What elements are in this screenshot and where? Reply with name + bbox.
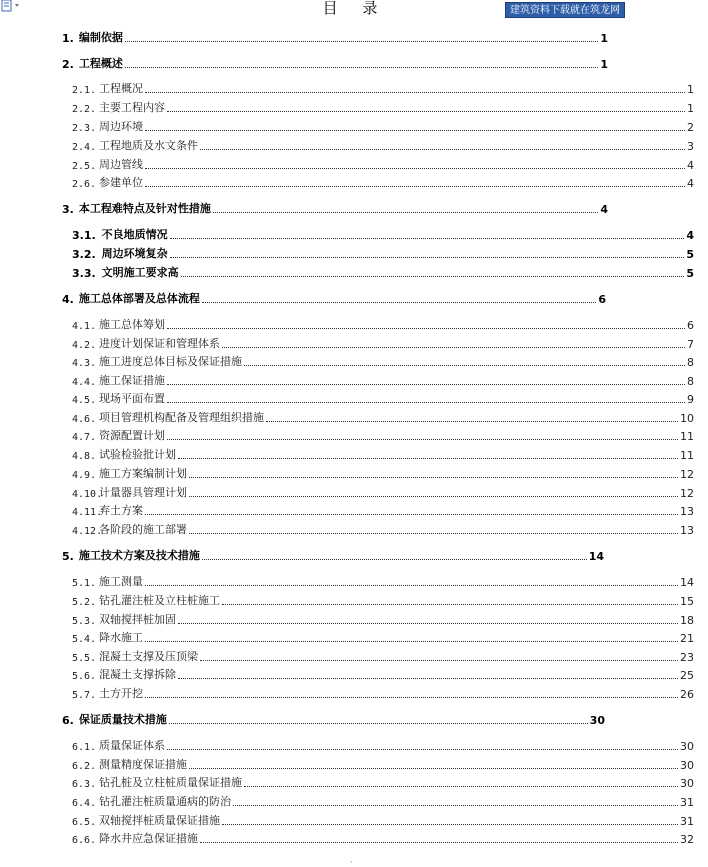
toc-entry-page: 15 [680, 595, 694, 608]
toc-entry-number: 4.1. [72, 321, 97, 332]
toc-entry-title: 保证质量技术措施 [78, 713, 167, 726]
toc-dot-leader [145, 697, 678, 698]
toc-entry-number: 4.9. [72, 470, 97, 481]
toc-entry[interactable] [72, 101, 694, 115]
toc-dot-leader [181, 276, 685, 277]
toc-entry-title: 各阶段的施工部署 [99, 523, 187, 536]
toc-entry-number: 5.2. [72, 597, 97, 608]
toc-entry-number: 2.1. [72, 85, 97, 96]
toc-entry[interactable] [72, 411, 694, 425]
toc-entry-title: 周边管线 [99, 158, 143, 171]
toc-entry-title: 双轴搅拌桩质量保证措施 [99, 814, 220, 827]
toc-entry-number: 4.12. [72, 526, 103, 537]
toc-entry[interactable] [72, 758, 694, 772]
toc-entry-number: 2.5. [72, 161, 97, 172]
toc-dot-leader [125, 67, 599, 68]
toc-entry[interactable] [72, 429, 694, 443]
toc-entry-page: 25 [680, 669, 694, 682]
toc-entry-page: 2 [687, 121, 694, 134]
toc-entry-title: 施工保证措施 [99, 374, 165, 387]
toc-entry-page: 30 [680, 777, 694, 790]
toc-entry[interactable] [72, 139, 694, 153]
toc-entry[interactable] [62, 713, 605, 727]
toc-entry-number: 6.6. [72, 835, 97, 846]
toc-entry[interactable] [72, 594, 694, 608]
toc-entry[interactable] [72, 795, 694, 809]
toc-entry-page: 4 [687, 159, 694, 172]
toc-dot-leader [145, 186, 685, 187]
toc-entry-page: 1 [600, 58, 608, 71]
toc-dot-leader [222, 347, 685, 348]
toc-entry-title: 施工技术方案及技术措施 [78, 549, 200, 562]
toc-entry-page: 31 [680, 815, 694, 828]
toc-entry[interactable] [72, 448, 694, 462]
toc-entry-title: 工程地质及水文条件 [99, 139, 198, 152]
toc-entry[interactable] [72, 814, 694, 828]
toc-entry-page: 1 [687, 102, 694, 115]
toc-entry-number: 5.1. [72, 578, 97, 589]
toc-entry-title: 现场平面布置 [99, 392, 165, 405]
toc-entry-title: 降水井应急保证措施 [99, 832, 198, 845]
toc-dot-leader [145, 168, 685, 169]
toc-entry-number: 5.6. [72, 671, 97, 682]
toc-entry-number: 5. [62, 550, 74, 563]
toc-entry-page: 30 [680, 759, 694, 772]
toc-entry-title: 参建单位 [99, 176, 143, 189]
toc-dot-leader [200, 660, 678, 661]
toc-entry-number: 4.6. [72, 414, 97, 425]
toc-dot-leader [189, 477, 678, 478]
toc-entry-number: 3. [62, 203, 74, 216]
toc-dot-leader [200, 149, 685, 150]
toc-entry-page: 13 [680, 505, 694, 518]
toc-entry-number: 5.3. [72, 616, 97, 627]
toc-entry-page: 10 [680, 412, 694, 425]
toc-entry-page: 6 [598, 293, 606, 306]
toc-entry-number: 4.4. [72, 377, 97, 388]
toc-entry[interactable] [72, 739, 694, 753]
toc-entry[interactable] [62, 202, 608, 216]
toc-entry-title: 施工总体部署及总体流程 [78, 292, 200, 305]
toc-entry-number: 4.5. [72, 395, 97, 406]
toc-entry-page: 8 [687, 356, 694, 369]
toc-entry-page: 9 [687, 393, 694, 406]
toc-entry[interactable] [72, 650, 694, 664]
toc-entry[interactable] [72, 467, 694, 481]
toc-entry-number: 1. [62, 32, 74, 45]
toc-entry-title: 不良地质情况 [101, 228, 168, 241]
toc-entry-page: 32 [680, 833, 694, 846]
toc-dot-leader [266, 421, 678, 422]
toc-entry[interactable] [72, 392, 694, 406]
toc-entry-page: 1 [600, 32, 608, 45]
toc-entry-title: 双轴搅拌桩加固 [99, 613, 176, 626]
page-mark: · [350, 858, 353, 867]
toc-dot-leader [125, 41, 599, 42]
toc-entry-number: 5.7. [72, 690, 97, 701]
toc-dot-leader [170, 257, 685, 258]
toc-dot-leader [145, 585, 678, 586]
toc-entry-number: 4.7. [72, 432, 97, 443]
toc-dot-leader [145, 92, 685, 93]
toc-dot-leader [189, 768, 678, 769]
toc-entry-page: 5 [686, 248, 694, 261]
toc-entry-number: 6.5. [72, 817, 97, 828]
toc-entry-number: 5.4. [72, 634, 97, 645]
toc-entry[interactable] [72, 228, 694, 242]
toc-entry[interactable] [72, 247, 694, 261]
toc-dot-leader [200, 842, 678, 843]
toc-entry-number: 2.3. [72, 123, 97, 134]
toc-dot-leader [167, 384, 685, 385]
toc-entry[interactable] [72, 355, 694, 369]
toc-entry[interactable] [72, 631, 694, 645]
toc-entry-title: 钻孔灌注桩及立柱桩施工 [99, 594, 220, 607]
toc-entry-title: 本工程难特点及针对性措施 [78, 202, 211, 215]
toc-entry[interactable] [72, 337, 694, 351]
toc-entry-page: 14 [680, 576, 694, 589]
toc-entry-number: 2.6. [72, 179, 97, 190]
toc-dot-leader [189, 496, 678, 497]
toc-dot-leader [170, 238, 685, 239]
toc-entry-title: 降水施工 [99, 631, 143, 644]
toc-entry-title: 测量精度保证措施 [99, 758, 187, 771]
toc-entry-page: 30 [589, 714, 605, 727]
toc-entry-page: 23 [680, 651, 694, 664]
toc-entry[interactable] [72, 832, 694, 846]
toc-entry-title: 主要工程内容 [99, 101, 165, 114]
toc-entry-number: 2.4. [72, 142, 97, 153]
toc-dot-leader [145, 641, 678, 642]
toc-entry-number: 3.1. [72, 229, 96, 242]
toc-dot-leader [169, 723, 588, 724]
toc-entry-page: 4 [686, 229, 694, 242]
toc-entry-page: 4 [687, 177, 694, 190]
toc-dot-leader [222, 824, 678, 825]
toc-dot-leader [244, 786, 678, 787]
toc-entry-title: 编制依据 [78, 31, 123, 44]
toc-dot-leader [233, 805, 678, 806]
toc-dot-leader [167, 439, 678, 440]
toc-entry[interactable] [62, 31, 608, 45]
toc-entry[interactable] [72, 486, 694, 500]
toc-entry[interactable] [62, 292, 606, 306]
toc-entry-title: 计量器具管理计划 [99, 486, 187, 499]
toc-entry-title: 周边环境 [99, 120, 143, 133]
toc-entry-title: 文明施工要求高 [101, 266, 179, 279]
toc-entry-number: 2. [62, 58, 74, 71]
toc-entry-number: 4.3. [72, 358, 97, 369]
toc-entry-page: 31 [680, 796, 694, 809]
toc-entry-title: 施工测量 [99, 575, 143, 588]
toc-entry-number: 6.4. [72, 798, 97, 809]
toc-entry-title: 钻孔灌注桩质量通病的防治 [99, 795, 231, 808]
toc-entry[interactable] [72, 668, 694, 682]
toc-entry-number: 6. [62, 714, 74, 727]
toc-dot-leader [145, 130, 685, 131]
toc-dot-leader [178, 678, 678, 679]
toc-entry-page: 13 [680, 524, 694, 537]
toc-entry-number: 6.3. [72, 779, 97, 790]
toc-entry-title: 混凝土支撑拆除 [99, 668, 176, 681]
toc-entry-title: 施工进度总体目标及保证措施 [99, 355, 242, 368]
toc-dot-leader [145, 514, 678, 515]
toc-entry-page: 5 [686, 267, 694, 280]
toc-entry[interactable] [72, 523, 694, 537]
toc-entry-title: 土方开挖 [99, 687, 143, 700]
toc-entry-page: 12 [680, 487, 694, 500]
toc-entry[interactable] [72, 82, 694, 96]
toc-entry[interactable] [72, 374, 694, 388]
toc-entry-title: 项目管理机构配备及管理组织措施 [99, 411, 264, 424]
toc-entry-number: 4.8. [72, 451, 97, 462]
toc-entry-number: 3.3. [72, 267, 96, 280]
toc-entry[interactable] [72, 504, 694, 518]
toc-entry[interactable] [72, 176, 694, 190]
toc-entry[interactable] [62, 57, 608, 71]
toc-entry-number: 4.2. [72, 340, 97, 351]
toc-entry-number: 2.2. [72, 104, 97, 115]
toc-entry-page: 12 [680, 468, 694, 481]
toc-entry-title: 施工方案编制计划 [99, 467, 187, 480]
toc-entry[interactable] [72, 575, 694, 589]
toc-entry-number: 6.2. [72, 761, 97, 772]
toc-entry-page: 1 [687, 83, 694, 96]
toc-entry-title: 弃土方案 [99, 504, 143, 517]
toc-entry-number: 4.11. [72, 507, 103, 518]
toc-entry-page: 4 [600, 203, 608, 216]
toc-entry-number: 5.5. [72, 653, 97, 664]
page-title: 目 录 [322, 0, 388, 17]
toc-dot-leader [189, 533, 678, 534]
toc-dot-leader [202, 559, 587, 560]
toc-entry[interactable] [72, 776, 694, 790]
toc-dot-leader [202, 302, 597, 303]
toc-entry-page: 14 [588, 550, 604, 563]
toc-entry-page: 7 [687, 338, 694, 351]
toc-entry-title: 钻孔桩及立柱桩质量保证措施 [99, 776, 242, 789]
toc-entry-page: 3 [687, 140, 694, 153]
toc-entry[interactable] [72, 613, 694, 627]
toc-dot-leader [178, 458, 678, 459]
toc-entry[interactable] [72, 120, 694, 134]
toc-dot-leader [167, 111, 685, 112]
toc-entry-title: 工程概况 [99, 82, 143, 95]
toc-dot-leader [178, 623, 678, 624]
toc-entry-title: 进度计划保证和管理体系 [99, 337, 220, 350]
toc-dot-leader [213, 212, 599, 213]
toc-entry-title: 周边环境复杂 [101, 247, 168, 260]
toc-dot-leader [167, 328, 685, 329]
toc-entry-number: 3.2. [72, 248, 96, 261]
toc-entry-page: 30 [680, 740, 694, 753]
toc-entry-title: 工程概述 [78, 57, 123, 70]
toc-dot-leader [167, 749, 678, 750]
watermark-banner[interactable]: 建筑资料下载就在筑龙网 [505, 2, 625, 18]
toc-entry-page: 11 [680, 449, 694, 462]
toc-entry-number: 6.1. [72, 742, 97, 753]
toc-entry-number: 4.10. [72, 489, 103, 500]
toc-entry[interactable] [72, 687, 694, 701]
toc-entry[interactable] [62, 549, 604, 563]
toc-entry-page: 21 [680, 632, 694, 645]
toc-entry-title: 施工总体筹划 [99, 318, 165, 331]
toc-dot-leader [167, 402, 685, 403]
toc-dot-leader [222, 604, 678, 605]
toc-dot-leader [244, 365, 685, 366]
toc-entry-page: 6 [687, 319, 694, 332]
toc-entry-number: 4. [62, 293, 74, 306]
toc-entry-page: 18 [680, 614, 694, 627]
toc-entry-page: 26 [680, 688, 694, 701]
toc-entry[interactable] [72, 158, 694, 172]
toc-entry-title: 试验检验批计划 [99, 448, 176, 461]
toc-entry-title: 质量保证体系 [99, 739, 165, 752]
toc-entry-title: 资源配置计划 [99, 429, 165, 442]
toc-entry[interactable] [72, 318, 694, 332]
toc-entry-page: 8 [687, 375, 694, 388]
toc-entry-page: 11 [680, 430, 694, 443]
toc-entry[interactable] [72, 266, 694, 280]
toc-entry-title: 混凝土支撑及压顶梁 [99, 650, 198, 663]
